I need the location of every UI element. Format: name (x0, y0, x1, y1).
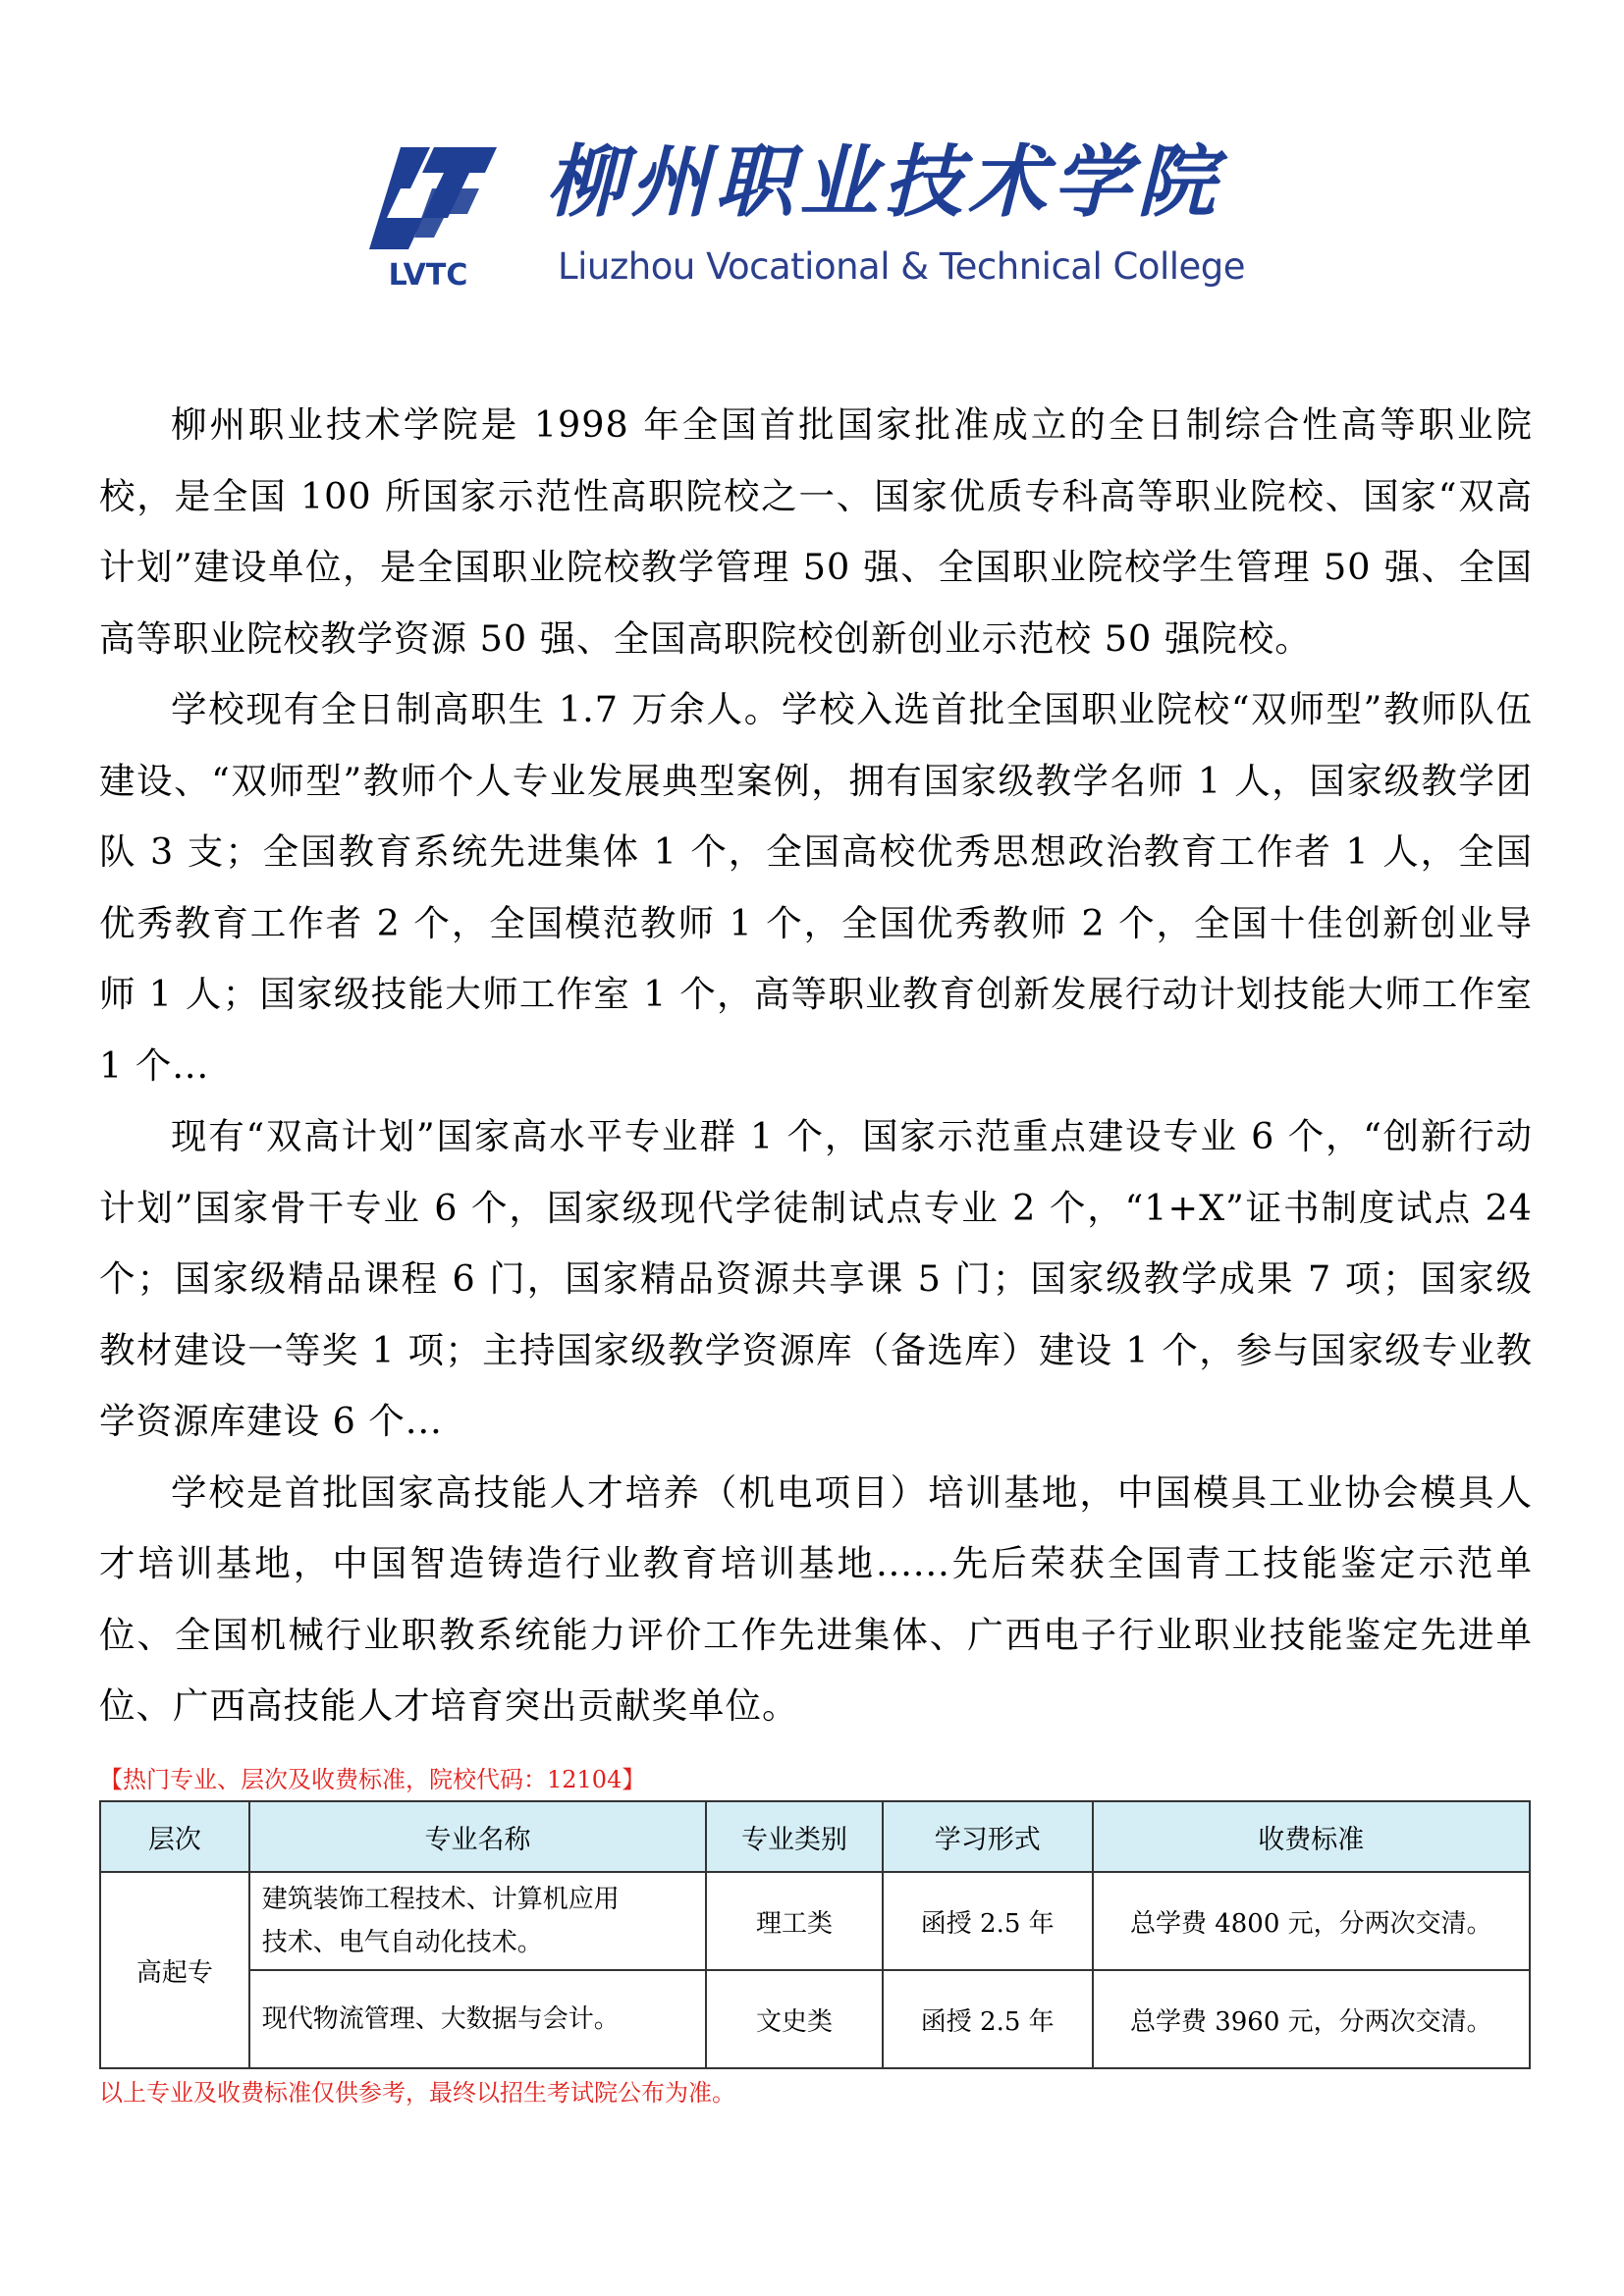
table-title: 【热门专业、层次及收费标准，院校代码：12104】 (99, 1766, 646, 1793)
logo-abbr: LVTC (388, 258, 468, 293)
paragraph-intro: 柳州职业技术学院是 1998 年全国首批国家批准成立的全日制综合性高等职业院校，是全国 100 所国家示范性高职院校之一、国家优质专科高等职业院校、国家“双高计划”建设单位，是全国职业院校教学管理 50 强、全国职业院校学生管理 50 强、全国高等职业院校教学资源 50 强、全国高职院校创新创业示范校 50 强院校。 (99, 403, 1533, 660)
cell-fee: 总学费 3960 元，分两次交清。 (1093, 1970, 1530, 2068)
majors-line-1: 现代物流管理、大数据与会计。 (261, 2004, 620, 2034)
cell-level: 高起专 (100, 1872, 249, 2068)
cell-fee: 总学费 4800 元，分两次交清。 (1093, 1872, 1530, 1970)
header-level: 层次 (100, 1801, 249, 1872)
header-fee: 收费标准 (1093, 1801, 1530, 1872)
header-study-mode: 学习形式 (883, 1801, 1093, 1872)
college-logo (350, 128, 1272, 300)
cell-study-mode: 函授 2.5 年 (883, 1970, 1093, 2068)
paragraph-honors: 学校是首批国家高技能人才培养（机电项目）培训基地，中国模具工业协会模具人才培训基地，中国智造铸造行业教育培训基地......先后荣获全国青工技能鉴定示范单位、全国机械行业职教系统能力评价工作先进集体、广西电子行业职业技能鉴定先进单位、广西高技能人才培育突出贡献奖单位。 (99, 1470, 1533, 1727)
cell-category: 理工类 (706, 1872, 883, 1970)
table-row (100, 1970, 1530, 2068)
disclaimer-note: 以上专业及收费标准仅供参考，最终以招生考试院公布为准。 (99, 2079, 735, 2107)
header-category: 专业类别 (706, 1801, 883, 1872)
cell-study-mode: 函授 2.5 年 (883, 1872, 1093, 1970)
article-body (99, 390, 1533, 1742)
fee-table (99, 1800, 1531, 2069)
paragraph-faculty: 学校现有全日制高职生 1.7 万余人。学校入选首批全国职业院校“双师型”教师队伍建设、“双师型”教师个人专业发展典型案例，拥有国家级教学名师 1 人，国家级教学团队 3 支；全国教育系统先进集体 1 个，全国高校优秀思想政治教育工作者 1 人，全国优秀教育工作者 2 个，全国模范教师 1 个，全国优秀教师 2 个，全国十佳创新创业导师 1 人；国家级技能大师工作室 1 个，高等职业教育创新发展行动计划技能大师工作室 1 个... (99, 688, 1533, 1087)
cell-majors (249, 1872, 706, 1970)
cell-majors (249, 1970, 706, 2068)
cell-category: 文史类 (706, 1970, 883, 2068)
logo-chinese-name: 柳州职业技术学院 (546, 135, 1221, 228)
header-major-name: 专业名称 (249, 1801, 706, 1872)
logo-english-name: Liuzhou Vocational & Technical College (558, 245, 1246, 288)
table-row (100, 1872, 1530, 1970)
table-header-row (100, 1801, 1530, 1872)
paragraph-majors: 现有“双高计划”国家高水平专业群 1 个，国家示范重点建设专业 6 个，“创新行动计划”国家骨干专业 6 个，国家级现代学徒制试点专业 2 个，“1+X”证书制度试点 24 个；国家级精品课程 6 门，国家精品资源共享课 5 门；国家级教学成果 7 项；国家级教材建设一等奖 1 项；主持国家级教学资源库（备选库）建设 1 个，参与国家级专业教学资源库建设 6 个... (99, 1115, 1533, 1442)
majors-line-1: 建筑装饰工程技术、计算机应用 (261, 1885, 620, 1914)
lvtc-emblem-icon (350, 128, 507, 294)
majors-line-2: 技术、电气自动化技术。 (261, 1928, 543, 1957)
